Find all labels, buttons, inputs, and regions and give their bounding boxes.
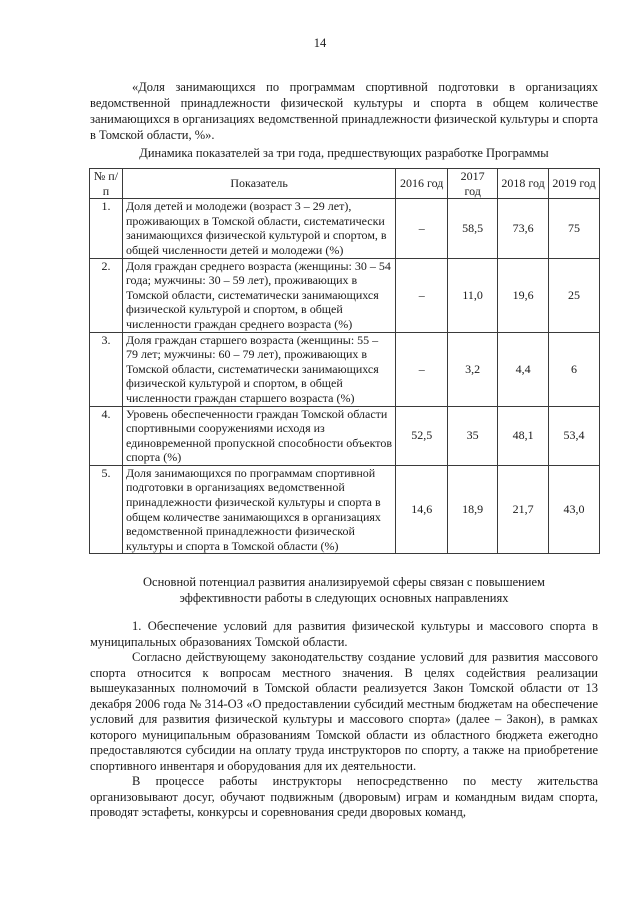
row-indicator: Доля граждан старшего возраста (женщины: 55 – 79 лет; мужчины: 60 – 79 лет), проживающих в Томской области, систематически занимающихся физической культурой и спортом, в общей численности граждан старшего возраста (%) [122,332,395,406]
section-heading: Основной потенциал развития анализируемой сферы связан с повышением эффективности работы в следующих основных направлениях [143,575,545,605]
header-2016: 2016 год [396,169,448,199]
row-number: 5. [90,465,123,554]
row-number: 4. [90,406,123,465]
paragraph: 1. Обеспечение условий для развития физической культуры и массового спорта в муниципальных образованиях Томской области. [90,619,598,649]
table-row [90,465,600,554]
table-header-row [90,169,600,199]
header-num: № п/п [90,169,123,199]
row-indicator: Доля детей и молодежи (возраст 3 – 29 лет), проживающих в Томской области, систематически занимающихся физической культурой и спортом, в общей численности детей и молодежи (%) [122,199,395,258]
paragraph: Согласно действующему законодательству создание условий для развития массового спорта относится к вопросам местного значения. В целях содействия реализации вышеуказанных полномочий в Томской области реализуется Закон Томской области от 13 декабря 2006 года № 314-ОЗ «О предоставлении субсидий местным бюджетам на обеспечение условий для развития физической культуры и массового спорта» (далее – Закон), в рамках которого муниципальным образованиям Томской области из областного бюджета ежегодно предоставляются субсидии на оплату труда инструкторов по спорту, а также на приобретение спортивного инвентаря и оборудования для их деятельности. [90,650,598,773]
value-2016: 52,5 [396,406,448,465]
table-row [90,199,600,258]
value-2016: 14,6 [396,465,448,554]
value-2018: 73,6 [498,199,549,258]
value-2019: 75 [549,199,600,258]
row-number: 3. [90,332,123,406]
value-2017: 11,0 [448,258,498,332]
value-2017: 35 [448,406,498,465]
value-2016: – [396,332,448,406]
header-2017: 2017 год [448,169,498,199]
paragraph: В процессе работы инструкторы непосредственно по месту жительства организовывают досуг, обучают подвижным (дворовым) играм и командным видам спорта, проводят эстафеты, конкурсы и соревнования среди дворовых команд, [90,774,598,819]
value-2017: 3,2 [448,332,498,406]
value-2018: 4,4 [498,332,549,406]
value-2018: 19,6 [498,258,549,332]
value-2016: – [396,199,448,258]
row-indicator: Доля граждан среднего возраста (женщины: 30 – 54 года; мужчины: 30 – 59 лет), проживающих в Томской области, систематически занимающихся физической культурой и спортом, в общей численности граждан среднего возраста (%) [122,258,395,332]
row-number: 2. [90,258,123,332]
value-2019: 53,4 [549,406,600,465]
header-indicator: Показатель [122,169,395,199]
table-row [90,258,600,332]
header-2018: 2018 год [498,169,549,199]
value-2017: 18,9 [448,465,498,554]
value-2019: 43,0 [549,465,600,554]
indicators-table [89,168,600,554]
row-number: 1. [90,199,123,258]
value-2019: 6 [549,332,600,406]
header-2019: 2019 год [549,169,600,199]
value-2018: 21,7 [498,465,549,554]
value-2017: 58,5 [448,199,498,258]
row-indicator: Доля занимающихся по программам спортивной подготовки в организациях ведомственной принадлежности физической культуры и спорта в общем количестве занимающихся в организациях ведомственной принадлежности физической культуры и спорта в Томской области (%) [122,465,395,554]
row-indicator: Уровень обеспеченности граждан Томской области спортивными сооружениями исходя из единовременной пропускной способности объектов спорта (%) [122,406,395,465]
table-row [90,406,600,465]
page-number: 14 [313,36,327,50]
value-2019: 25 [549,258,600,332]
value-2018: 48,1 [498,406,549,465]
table-row [90,332,600,406]
body-text [90,619,598,821]
intro-quote: «Доля занимающихся по программам спортивной подготовки в организациях ведомственной принадлежности физической культуры и спорта в общем количестве занимающихся в организациях ведомственной принадлежности физической культуры и спорта в Томской области, %». [90,80,598,142]
table-caption: Динамика показателей за три года, предшествующих разработке Программы [139,146,549,160]
value-2016: – [396,258,448,332]
